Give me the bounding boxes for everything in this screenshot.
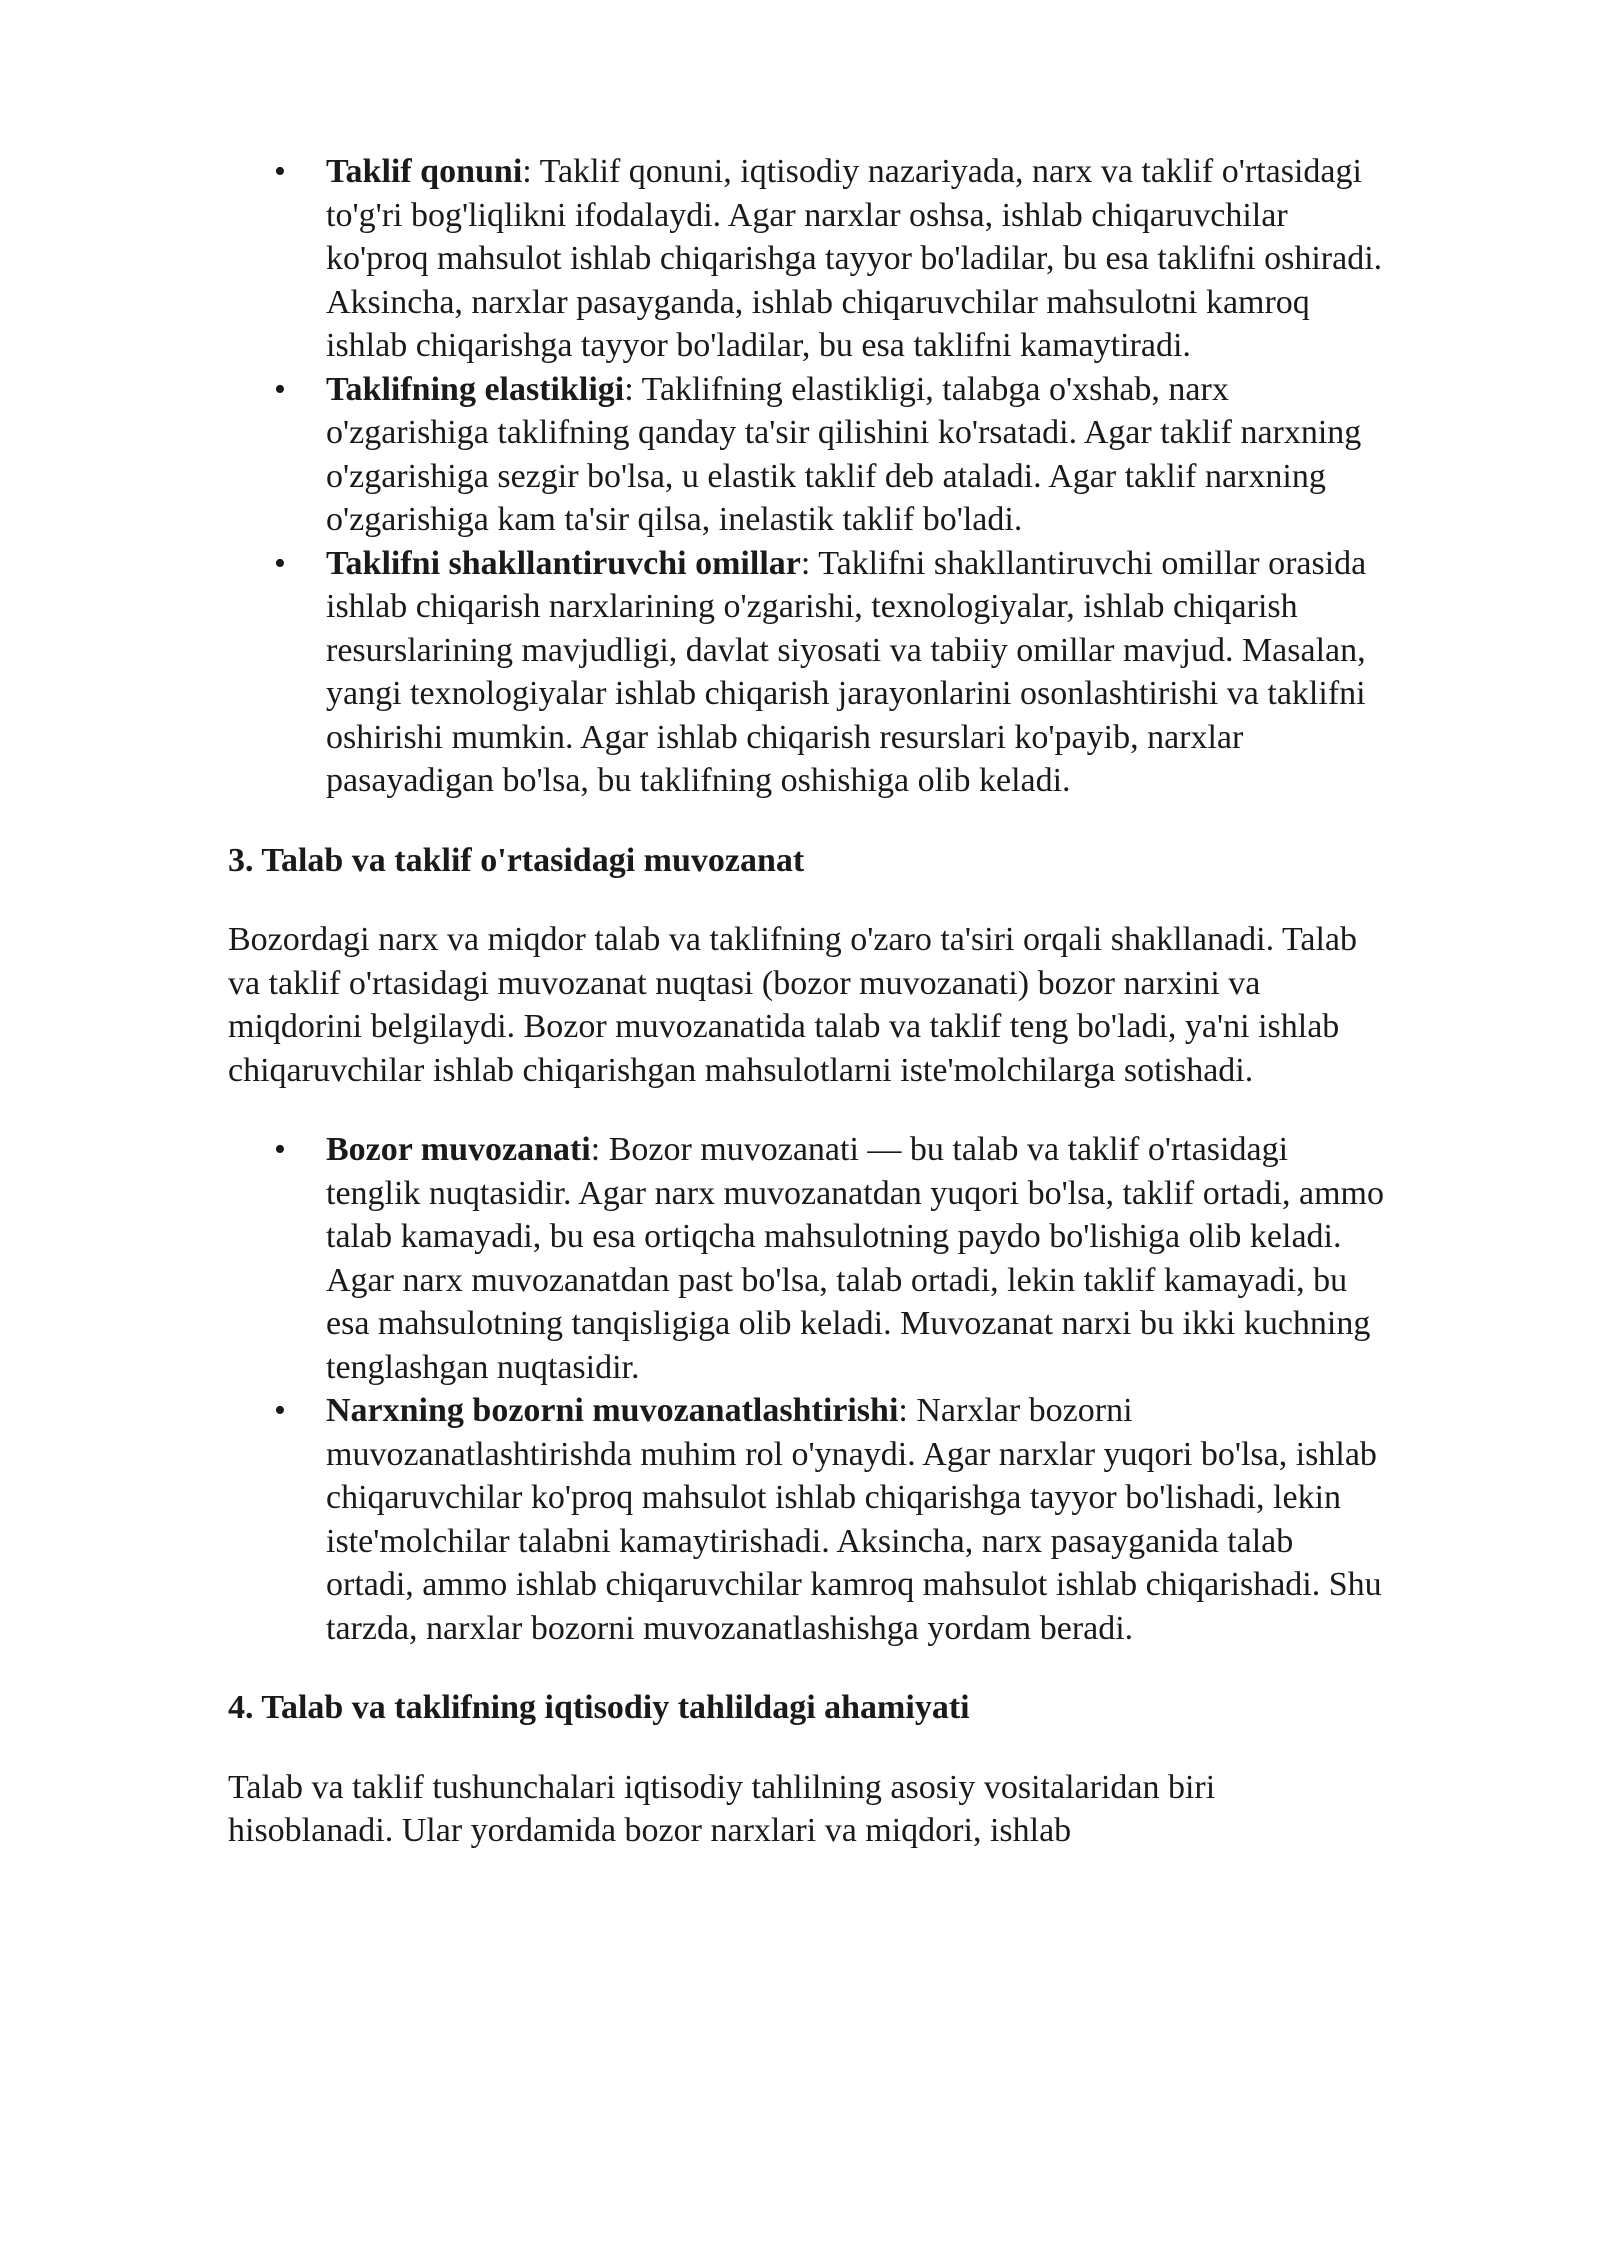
list-item-text: : Narxlar bozorni muvozanatlashtirishda muhim rol o'ynaydi. Agar narxlar yuqori bo'lsa, ishlab chiqaruvchilar ko'proq mahsulot ishlab chiqarishga tayyor bo'lishadi, lekin iste'molchilar talabni kamaytirishadi. Aksincha, narx pasayganida talab ortadi, ammo ishlab chiqaruvchilar kamroq mahsulot ishlab chiqarishadi. Shu tarzda, narxlar bozorni muvozanatlashishga yordam beradi. [326,1392,1382,1647]
list-item-term: Taklif qonuni [326,153,523,190]
bullet-icon: • [274,1131,286,1168]
bullet-icon: • [274,370,286,408]
list-item-term: Taklifni shakllantiruvchi omillar [326,544,801,582]
equilibrium-list [228,1128,1388,1650]
list-item [274,368,1388,542]
document-page [228,150,1388,1853]
list-item [274,542,1388,803]
list-item [274,150,1388,368]
bullet-icon: • [274,544,286,582]
list-item-text: : Taklifning elastikligi, talabga o'xshab, narx o'zgarishiga taklifning qanday ta'sir qilishini ko'rsatadi. Agar taklif narxning o'zgarishiga sezgir bo'lsa, u elastik taklif deb ataladi. Agar taklif narxning o'zgarishiga kam ta'sir qilsa, inelastik taklif bo'ladi. [326,370,1362,538]
section-3-heading: 3. Talab va taklif o'rtasidagi muvozanat [228,841,805,879]
section-3-paragraph: Bozordagi narx va miqdor talab va taklifning o'zaro ta'siri orqali shakllanadi. Talab va taklif o'rtasidagi muvozanat nuqtasi (bozor muvozanati) bozor narxini va miqdorini belgilaydi. Bozor muvozanatida talab va taklif teng bo'ladi, ya'ni ishlab chiqaruvchilar ishlab chiqarishgan mahsulotlarni iste'molchilarga sotishadi. [228,921,1358,1089]
list-item-text: : Bozor muvozanati — bu talab va taklif o'rtasidagi tenglik nuqtasidir. Agar narx muvozanatdan yuqori bo'lsa, taklif ortadi, ammo talab kamayadi, bu esa ortiqcha mahsulotning paydo bo'lishiga olib keladi. Agar narx muvozanatdan past bo'lsa, talab ortadi, lekin taklif kamayadi, bu esa mahsulotning tanqisligiga olib keladi. Muvozanat narxi bu ikki kuchning tenglashgan nuqtasidir. [326,1131,1385,1386]
bullet-icon: • [274,1392,286,1429]
section-4-paragraph: Talab va taklif tushunchalari iqtisodiy tahlilning asosiy vositalaridan biri hisoblanadi. Ular yordamida bozor narxlari va miqdori, ishlab [228,1768,1216,1849]
list-item-term: Bozor muvozanati [326,1131,591,1168]
list-item-term: Narxning bozorni muvozanatlashtirishi [326,1392,899,1429]
list-item-text: : Taklifni shakllantiruvchi omillar orasida ishlab chiqarish narxlarining o'zgarishi, texnologiyalar, ishlab chiqarish resurslarining mavjudligi, davlat siyosati va tabiiy omillar mavjud. Masalan, yangi texnologiyalar ishlab chiqarish jarayonlarini osonlashtirishi va taklifni oshirishi mumkin. Agar ishlab chiqarish resurslari ko'payib, narxlar pasayadigan bo'lsa, bu taklifning oshishiga olib keladi. [326,544,1367,799]
list-item-text: : Taklif qonuni, iqtisodiy nazariyada, narx va taklif o'rtasidagi to'g'ri bog'liqlikni ifodalaydi. Agar narxlar oshsa, ishlab chiqaruvchilar ko'proq mahsulot ishlab chiqarishga tayyor bo'ladilar, bu esa taklifni oshiradi. Aksincha, narxlar pasayganda, ishlab chiqaruvchilar mahsulotni kamroq ishlab chiqarishga tayyor bo'ladilar, bu esa taklifni kamaytiradi. [326,153,1383,364]
list-item [274,1128,1388,1389]
list-item-term: Taklifning elastikligi [326,370,625,408]
supply-list [228,150,1388,803]
list-item [274,1389,1388,1650]
section-4-heading: 4. Talab va taklifning iqtisodiy tahlildagi ahamiyati [228,1689,970,1726]
bullet-icon: • [274,153,286,190]
